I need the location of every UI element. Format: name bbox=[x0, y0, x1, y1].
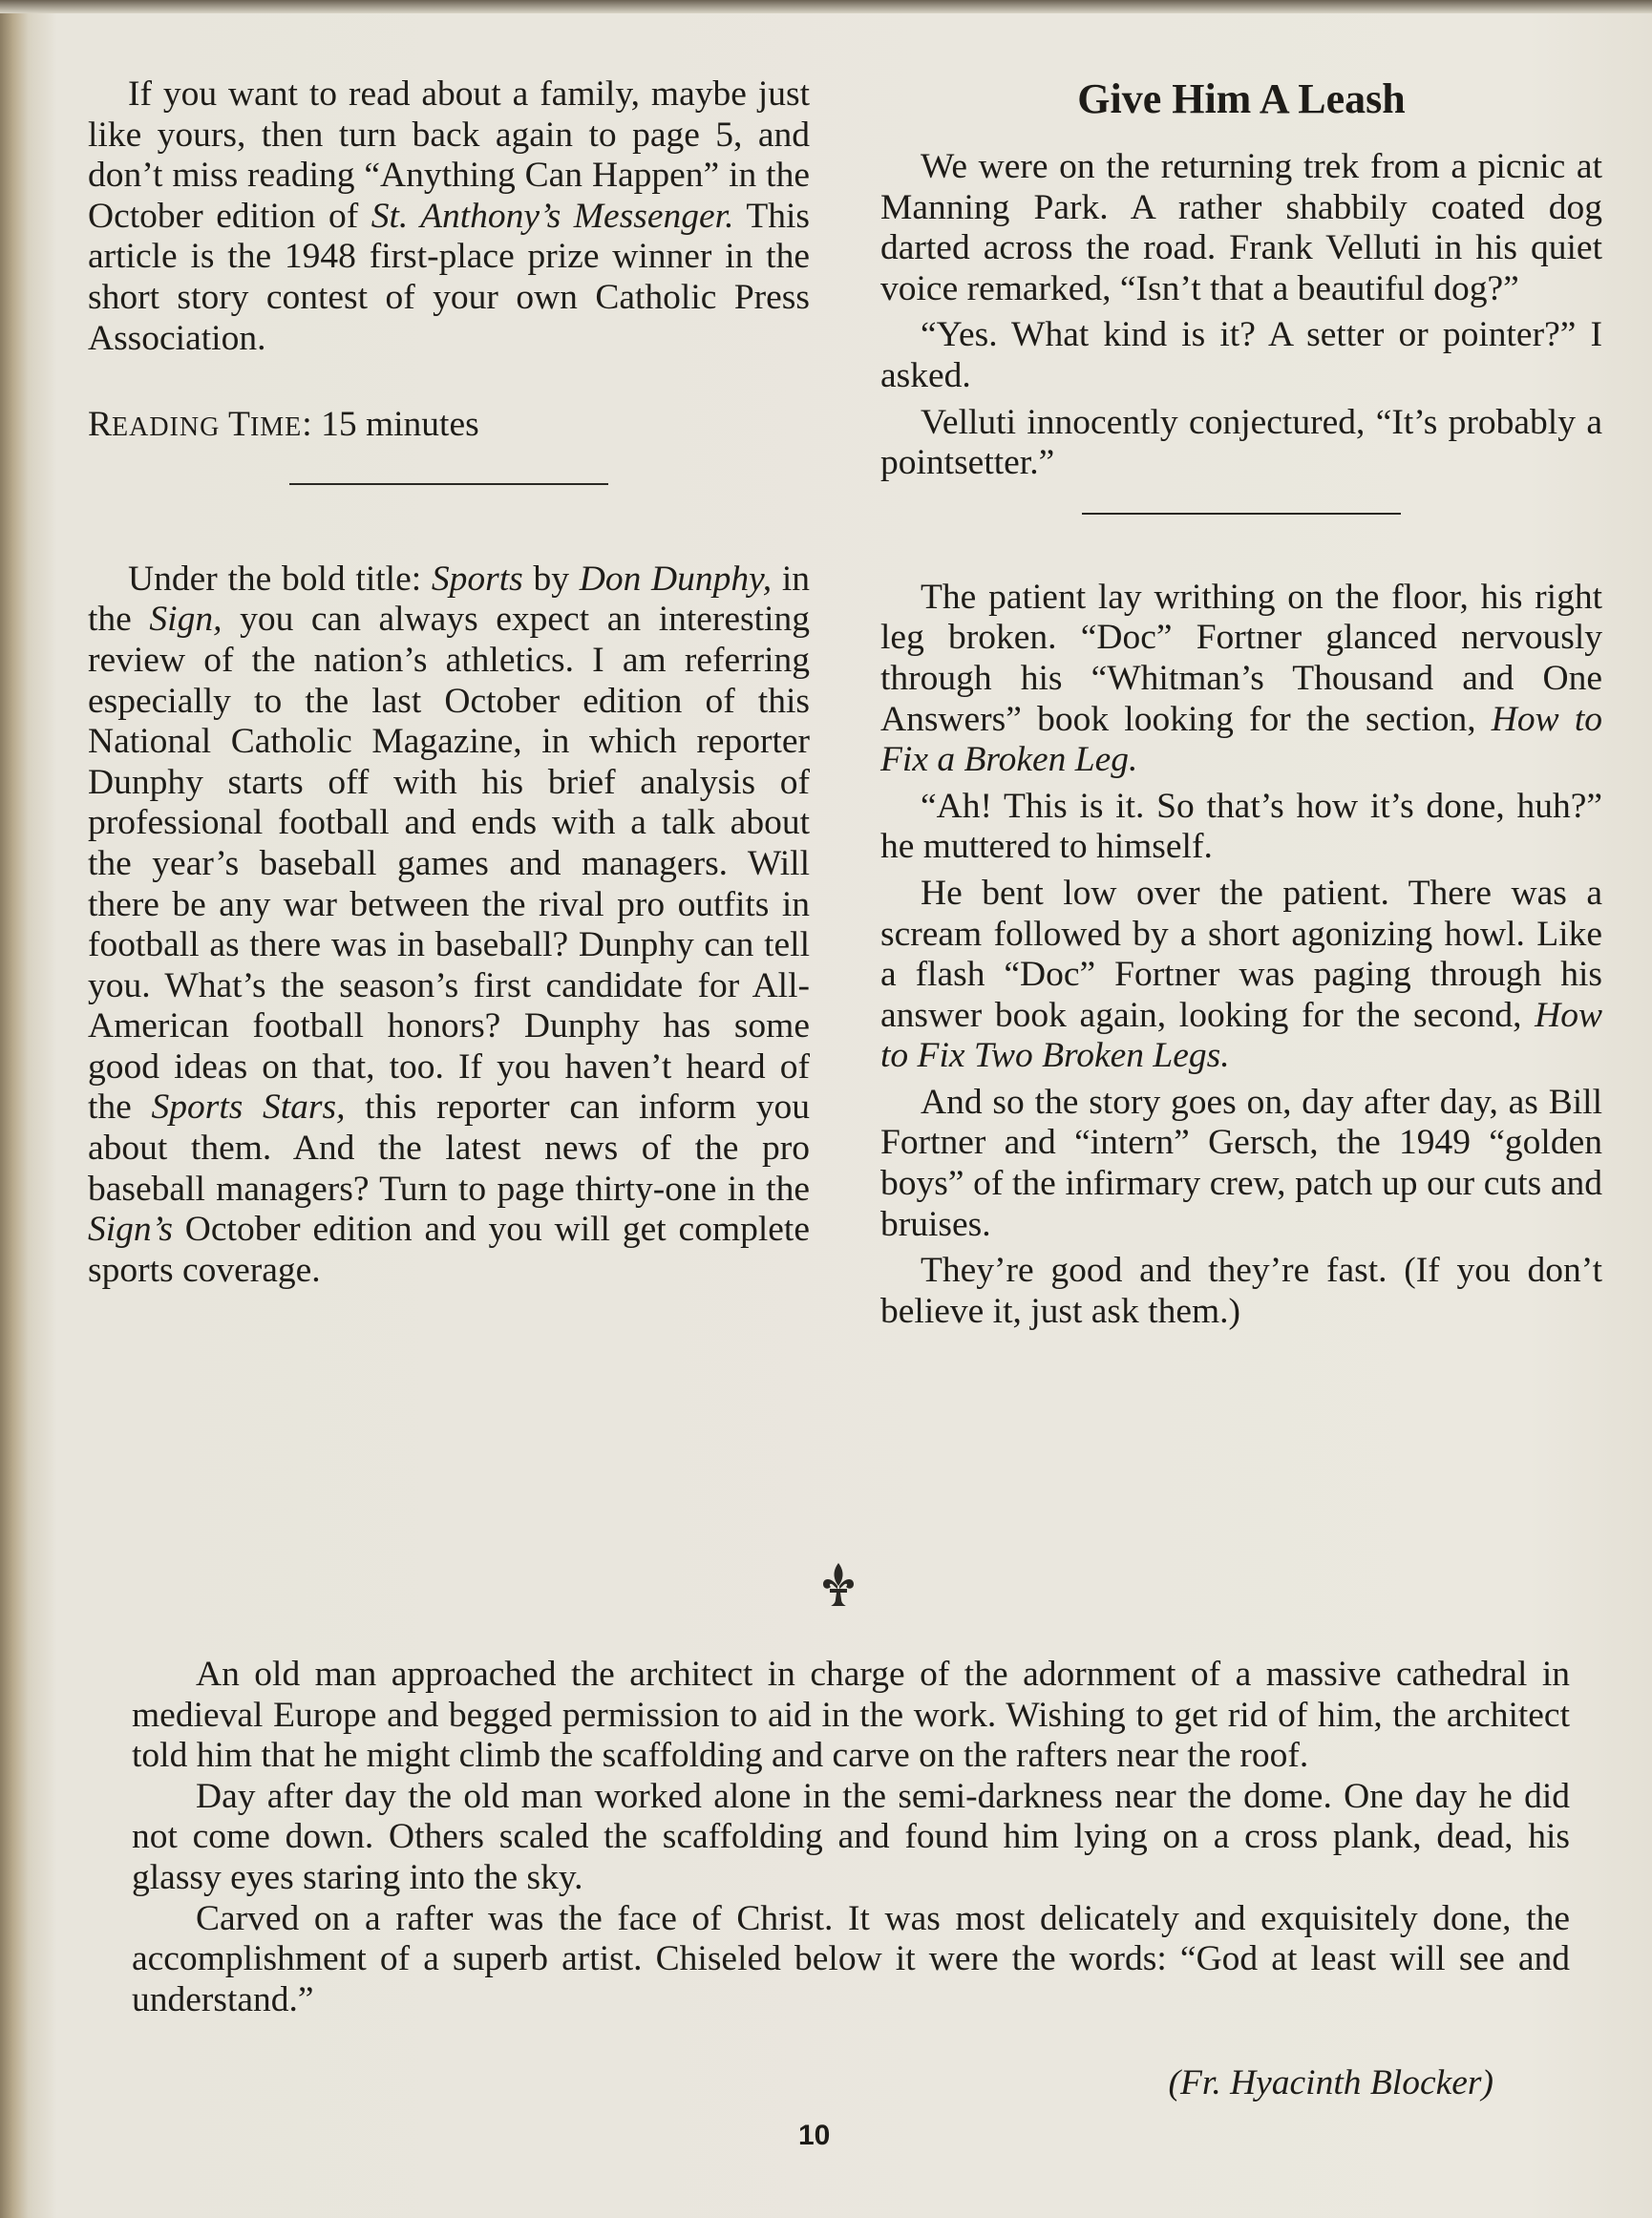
fleur-de-lis-icon bbox=[819, 1561, 858, 1609]
bottom-story bbox=[132, 1655, 1570, 2020]
right-paragraph-1: We were on the returning trek from a picnic at Manning Park. A rather shabbily coated dog darted across the road. Frank Velluti in his quiet voice remarked, “Isn’t that a beautiful dog?” bbox=[880, 147, 1602, 308]
attribution: (Fr. Hyacinth Blocker) bbox=[1168, 2063, 1493, 2102]
right-paragraph-5: “Ah! This is it. So that’s how it’s done, huh?” he muttered to himself. bbox=[880, 786, 1602, 867]
right-paragraph-4: The patient lay writhing on the floor, his right leg broken. “Doc” Fortner glanced nervously through his “Whitman’s Thousand and One Answers” book looking for the section, How to Fix a Broken Leg. bbox=[880, 577, 1602, 780]
left-column bbox=[88, 74, 810, 1291]
right-paragraph-8: They’re good and they’re fast. (If you don’t believe it, just ask them.) bbox=[880, 1251, 1602, 1331]
right-paragraph-3: Velluti innocently conjectured, “It’s probably a pointsetter.” bbox=[880, 402, 1602, 483]
story-paragraph-3: Carved on a rafter was the face of Christ. It was most delicately and exquisitely done, the accomplishment of a superb artist. Chiseled below it were the words: “God at least will see and understand.” bbox=[132, 1898, 1570, 2019]
right-paragraph-2: “Yes. What kind is it? A setter or pointer?” I asked. bbox=[880, 315, 1602, 395]
right-paragraph-7: And so the story goes on, day after day, as Bill Fortner and “intern” Gersch, the 1949 “golden boys” of the infirmary crew, patch up our cuts and bruises. bbox=[880, 1082, 1602, 1244]
page-top-shadow bbox=[0, 0, 1652, 13]
spacer bbox=[880, 515, 1602, 578]
right-column bbox=[880, 74, 1602, 1332]
magazine-title: St. Anthony’s Messenger. bbox=[371, 196, 734, 236]
right-paragraph-6: He bent low over the patient. There was a scream followed by a short agonizing howl. Like a flash “Doc” Fortner was paging through his answer book again, looking for the second, How to Fix Two Broken Legs. bbox=[880, 873, 1602, 1076]
reading-time: READING TIME: 15 minutes bbox=[88, 405, 479, 445]
article-heading: Give Him A Leash bbox=[1077, 75, 1406, 122]
reading-time-value: 15 minutes bbox=[311, 405, 479, 445]
story-paragraph-2: Day after day the old man worked alone in the semi-darkness near the dome. One day he did not come down. Others scaled the scaffolding and found him lying on a cross plank, dead, his glassy eyes staring into the sky. bbox=[132, 1776, 1570, 1897]
story-paragraph-1: An old man approached the architect in charge of the adornment of a massive cathedral in medieval Europe and begged permission to aid in the work. Wishing to get rid of him, the architect told him that he might climb the scaffolding and carve on the rafters near the roof. bbox=[132, 1655, 1570, 1776]
page-number: 10 bbox=[798, 2120, 831, 2151]
left-paragraph-1: If you want to read about a family, maybe just like yours, then turn back again to page 5, and don’t miss reading “Anything Can Happen” in the October edition of St. Anthony’s Messenger. This article is the 1948 first-place prize winner in the short story contest of your own Catholic Press Association. bbox=[88, 74, 810, 358]
spacer bbox=[88, 485, 810, 560]
left-paragraph-2: Under the bold title: Sports by Don Dunphy, in the Sign, you can always expect an interesting review of the nation’s athletics. I am referring especially to the last October edition of this National Catholic Magazine, in which reporter Dunphy starts off with his brief analysis of professional football and ends with a talk about the year’s baseball games and managers. Will there be any war between the rival pro outfits in football as there was in baseball? Dunphy can tell you. What’s the season’s first candidate for All-American football honors? Dunphy has some good ideas on that, too. If you haven’t heard of the Sports Stars, this reporter can inform you about them. And the latest news of the pro baseball managers? Turn to page thirty-one in the Sign’s October edition and you will get complete sports coverage. bbox=[88, 559, 811, 1290]
